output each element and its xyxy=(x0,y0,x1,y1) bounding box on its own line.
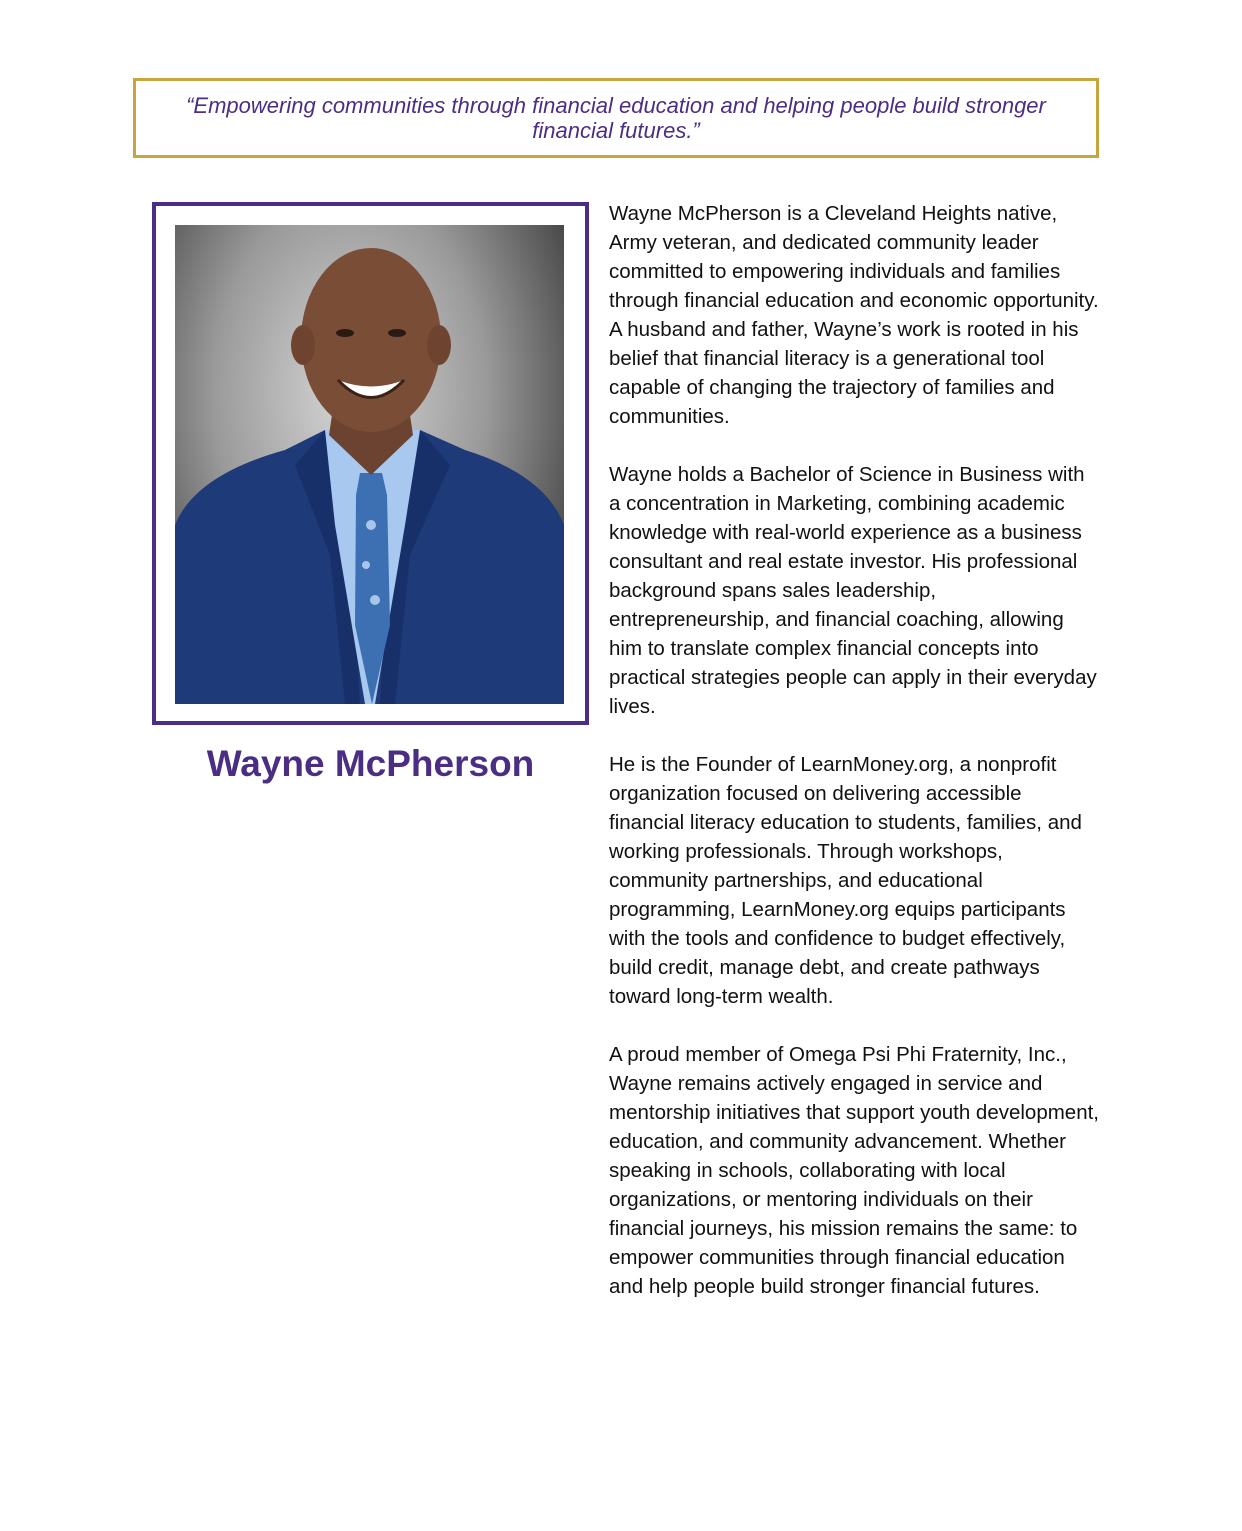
head xyxy=(301,248,441,432)
bio-paragraph: Wayne McPherson is a Cleveland Heights native, Army veteran, and dedicated community leader committed to empowering individuals and families through financial education and economic opportunity. A husband and father, Wayne’s work is rooted in his belief that financial literacy is a generational tool capable of changing the trajectory of families and communities. xyxy=(609,202,1099,428)
bio-paragraph: A proud member of Omega Psi Phi Fraternity, Inc., Wayne remains actively engaged in service and mentorship initiatives that support youth development, education, and community advancement. Whether speaking in schools, collaborating with local organizations, or mentoring individuals on their financial journeys, his mission remains the same: to empower communities through financial education and help people build stronger financial futures. xyxy=(609,1043,1099,1298)
person-name: Wayne McPherson xyxy=(206,743,535,784)
bio-paragraph: He is the Founder of LearnMoney.org, a nonprofit organization focused on delivering accessible financial literacy education to students, families, and working professionals. Through workshops, community partnerships, and educational programming, LearnMoney.org equips participants with the tools and confidence to budget effectively, build credit, manage debt, and create pathways toward long-term wealth. xyxy=(609,753,1082,1008)
portrait-photo xyxy=(175,225,564,704)
quote-box xyxy=(133,78,1099,158)
biography xyxy=(609,199,1099,1330)
mission-quote: “Empowering communities through financial education and helping people build stronger financial futures.” xyxy=(186,93,1046,143)
photo-frame xyxy=(152,202,589,725)
portrait-illustration xyxy=(175,225,564,704)
bio-paragraph: Wayne holds a Bachelor of Science in Business with a concentration in Marketing, combining academic knowledge with real-world experience as a business consultant and real estate investor. His professional background spans sales leadership, entrepreneurship, and financial coaching, allowing him to translate complex financial concepts into practical strategies people can apply in their everyday lives. xyxy=(609,463,1097,718)
